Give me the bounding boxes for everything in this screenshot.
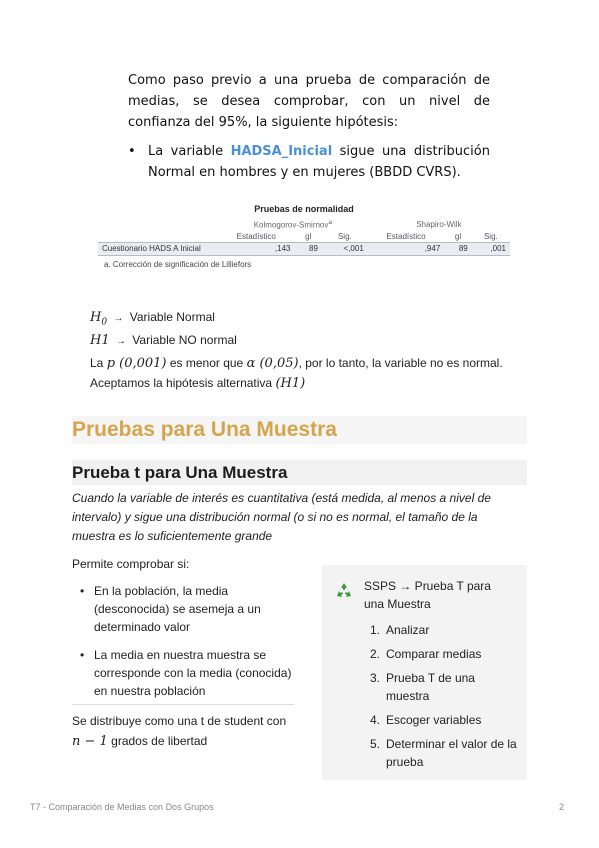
variable-highlight: HADSA_Inicial (230, 144, 333, 159)
conclusion-text: es menor que (166, 356, 247, 370)
purpose-list (80, 582, 295, 710)
slide-paragraph: Como paso previo a una prueba de comparación de medias, se desea comprobar, con un nivel de confianza del 95%, la siguiente hipótesis: (128, 73, 490, 130)
callout-title: SSPS → Prueba T para una Muestra (364, 579, 491, 611)
step-item (364, 645, 519, 663)
cell: ,001 (472, 242, 510, 255)
cell: ,947 (368, 242, 445, 255)
step-number: 4. (370, 713, 381, 727)
bullet-text-after: sigue una distribución Normal en hombres y en mujeres (BBDD CVRS). (148, 144, 490, 180)
bullet-dot: • (128, 144, 136, 159)
recycle-icon (334, 581, 354, 601)
bullet-dot: • (80, 584, 85, 598)
h0-symbol (90, 310, 108, 328)
col-header: Estadístico (368, 231, 445, 243)
intro-paragraph: Cuando la variable de interés es cuantitativa (está medida, al menos a nivel de intervalo) y sigue una distribución normal (o si no es normal, el tamaño de la muestra es lo suficientemente grande (72, 491, 491, 543)
h0-text: Variable Normal (129, 310, 215, 324)
h0-letter: H (90, 310, 102, 325)
alpha-math: α (0,05) (246, 356, 299, 371)
arrow-icon: → (113, 313, 124, 324)
conclusion-line-2 (90, 376, 520, 391)
subsection-heading: Prueba t para Una Muestra (72, 463, 288, 482)
conclusion-text: , por lo tanto, la variable no es normal. (298, 356, 503, 370)
hypothesis-h0 (90, 310, 520, 328)
spss-steps (364, 621, 519, 777)
group-ks-sup: a (328, 219, 333, 226)
step-text: Comparar medias (386, 647, 482, 661)
col-header: Sig. (322, 231, 368, 243)
table-group-header (98, 218, 510, 231)
arrow-icon: → (115, 336, 126, 347)
row-label: Cuestionario HADS A Inicial (98, 242, 218, 255)
step-text: Escoger variables (386, 713, 482, 727)
group-sw: Shapiro-Wilk (416, 219, 462, 229)
distr-text: Se distribuye como una t de student con (72, 714, 287, 728)
distr-text: grados de libertad (107, 734, 208, 748)
bullet-dot: • (80, 648, 85, 662)
bullet-text-before: La variable (148, 144, 231, 159)
group-ks (218, 218, 368, 231)
col-header: gl (444, 231, 471, 243)
step-number: 1. (370, 623, 381, 637)
table-row (98, 242, 510, 255)
step-item (364, 669, 519, 705)
cell: 89 (444, 242, 471, 255)
col-header: Sig. (472, 231, 510, 243)
hypothesis-h1 (90, 333, 520, 348)
cell: 89 (295, 242, 322, 255)
list-item-text: En la población, la media (desconocida) se asemeja a un determinado valor (94, 584, 261, 634)
divider (72, 704, 294, 705)
h1-text: Variable NO normal (132, 333, 237, 347)
step-text: Prueba T de una muestra (386, 671, 475, 703)
step-number: 3. (370, 671, 381, 685)
h1-symbol: H1 (90, 333, 110, 348)
page-number: 2 (558, 802, 564, 812)
lead-text: Permite comprobar si: (72, 557, 190, 571)
embedded-slide (128, 70, 490, 183)
step-item (364, 621, 519, 639)
group-ks-label: Kolmogorov-Smirnov (253, 220, 329, 230)
p-value-math: p (0,001) (106, 356, 167, 371)
section-heading: Pruebas para Una Muestra (72, 418, 337, 441)
conclusion-line-1 (90, 356, 520, 371)
normality-table (98, 204, 510, 269)
table-title: Pruebas de normalidad (254, 204, 354, 214)
table-corner (98, 218, 218, 231)
step-text: Analizar (386, 623, 430, 637)
distribution-text (72, 711, 312, 752)
table-corner-2 (98, 231, 218, 243)
step-text: Determinar el valor de la prueba (386, 737, 517, 769)
col-header: Estadístico (218, 231, 295, 243)
list-item-text: La media en nuestra muestra se corresponde con la media (conocida) en nuestra población (94, 648, 292, 698)
step-number: 2. (370, 647, 381, 661)
slide-bullet (128, 141, 490, 183)
cell: <,001 (322, 242, 368, 255)
list-item (80, 582, 295, 636)
df-math: n − 1 (72, 734, 108, 749)
step-item (364, 735, 519, 771)
col-header: gl (295, 231, 322, 243)
step-item (364, 711, 519, 729)
h0-subscript: 0 (101, 317, 108, 328)
step-number: 5. (370, 737, 381, 751)
conclusion-text: Aceptamos la hipótesis alternativa (90, 376, 276, 390)
list-item (80, 646, 295, 700)
h1-math: (H1) (275, 376, 306, 391)
slide-bullet-list (128, 141, 490, 183)
normality-table-grid (98, 218, 510, 256)
table-footnote: a. Corrección de significación de Lilliefors (104, 259, 252, 269)
conclusion-text: La (90, 356, 107, 370)
cell: ,143 (218, 242, 295, 255)
table-column-header (98, 231, 510, 243)
footer-title: T7 - Comparación de Medias con Dos Grupos (30, 802, 214, 812)
